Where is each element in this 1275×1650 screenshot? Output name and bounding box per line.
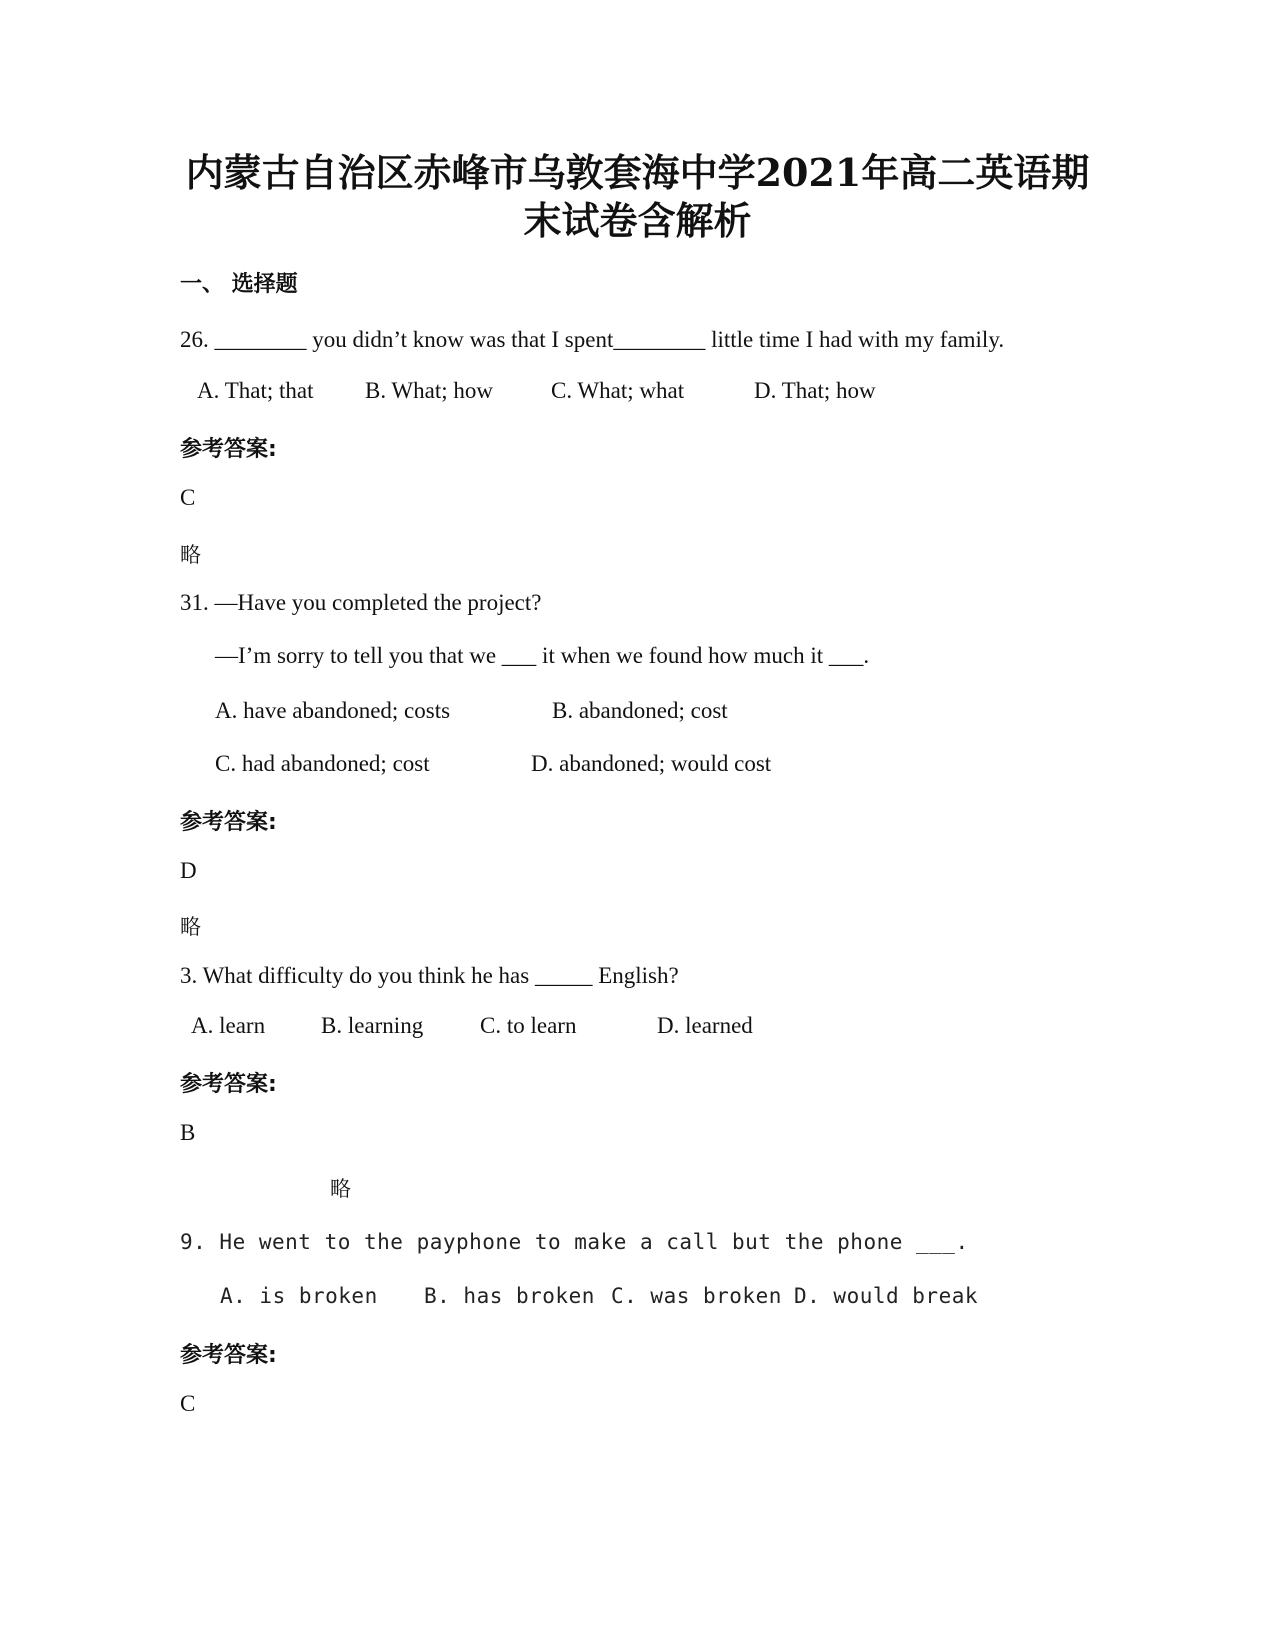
question-stem: 31. —Have you completed the project? [180,590,542,615]
option-d: D. would break [794,1284,979,1308]
answer-note: 略 [180,915,201,939]
option-a: A. learn [191,1013,266,1038]
question-stem: 9. He went to the payphone to make a call but the phone ___. [180,1230,969,1254]
option-a: A. That; that [197,378,314,403]
answer-label: 参考答案: [180,1343,277,1368]
option-a: A. is broken [220,1284,378,1308]
answer-value: D [180,858,197,883]
question-stem: 3. What difficulty do you think he has _____ English? [180,963,679,988]
answer-label: 参考答案: [180,810,277,835]
option-d: D. That; how [754,378,876,403]
option-d: D. learned [657,1013,753,1038]
answer-note: 略 [330,1177,351,1201]
option-c: C. What; what [551,378,685,403]
answer-value: B [180,1120,196,1145]
option-b: B. What; how [365,378,493,403]
option-c: C. was broken [611,1284,782,1308]
option-b: B. abandoned; cost [552,698,728,723]
option-b: B. has broken [424,1284,595,1308]
question-stem-reply: —I’m sorry to tell you that we ___ it when we found how much it ___. [215,643,870,668]
option-c: C. to learn [480,1013,577,1038]
option-c: C. had abandoned; cost [215,751,430,776]
section-heading: 一、 选择题 [180,272,298,297]
answer-label: 参考答案: [180,1072,277,1097]
answer-value: C [180,1391,196,1416]
page-title-line-1: 内蒙古自治区赤峰市乌敦套海中学2021年高二英语期 [185,150,1090,195]
option-d: D. abandoned; would cost [531,751,772,776]
option-a: A. have abandoned; costs [215,698,451,723]
answer-label: 参考答案: [180,437,277,462]
answer-note: 略 [180,543,201,567]
question-stem: 26. ________ you didn’t know was that I spent________ little time I had with my family. [180,327,1005,352]
answer-value: C [180,485,196,510]
option-b: B. learning [321,1013,424,1038]
page-title-line-2: 末试卷含解析 [523,198,752,243]
